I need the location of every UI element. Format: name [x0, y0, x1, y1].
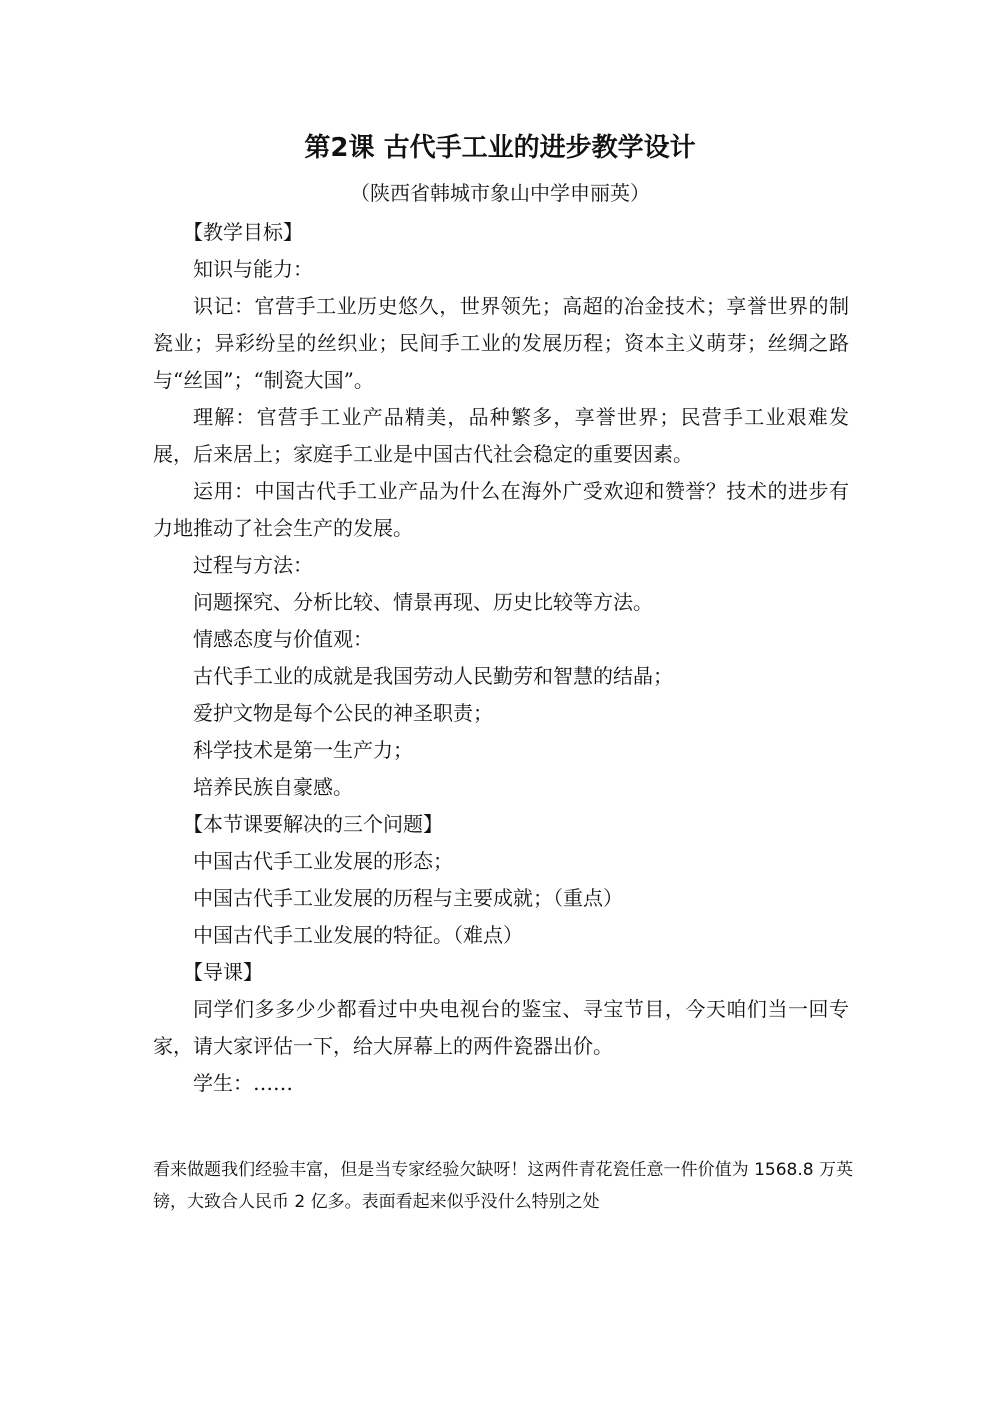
document-title: 第2课 古代手工业的进步教学设计 [304, 133, 696, 163]
subheading-values: 情感态度与价值观： [193, 627, 373, 651]
question-item: 中国古代手工业发展的形态； [193, 849, 453, 873]
value-item: 古代手工业的成就是我国劳动人民勤劳和智慧的结晶； [193, 664, 673, 688]
question-item: 中国古代手工业发展的历程与主要成就；（重点） [193, 886, 623, 910]
subheading-knowledge: 知识与能力： [193, 257, 313, 281]
section-heading-intro: 【导课】 [183, 960, 263, 984]
value-item: 培养民族自豪感。 [193, 775, 353, 799]
paragraph-intro: 同学们多多少少都看过中央电视台的鉴宝、寻宝节目，今天咱们当一回专家，请大家评估一下，给大屏幕上的两件瓷器出价。 [153, 997, 849, 1058]
subheading-process: 过程与方法： [193, 553, 313, 577]
value-item: 爱护文物是每个公民的神圣职责； [193, 701, 493, 725]
question-item: 中国古代手工业发展的特征。（难点） [193, 923, 523, 947]
section-heading-objectives: 【教学目标】 [183, 220, 303, 244]
paragraph-memorize: 识记：官营手工业历史悠久，世界领先；高超的冶金技术；享誉世界的制瓷业；异彩纷呈的丝织业；民间手工业的发展历程；资本主义萌芽；丝绸之路与“丝国”；“制瓷大国”。 [153, 294, 849, 392]
paragraph-apply: 运用：中国古代手工业产品为什么在海外广受欢迎和赞誉？技术的进步有力地推动了社会生产的发展。 [153, 479, 849, 540]
value-item: 科学技术是第一生产力； [193, 738, 413, 762]
paragraph-methods: 问题探究、分析比较、情景再现、历史比较等方法。 [193, 590, 653, 614]
author-line: （陕西省韩城市象山中学申丽英） [350, 181, 650, 205]
paragraph-understand: 理解：官营手工业产品精美，品种繁多，享誉世界；民营手工业艰难发展，后来居上；家庭手工业是中国古代社会稳定的重要因素。 [153, 405, 849, 466]
paragraph-student: 学生：…… [193, 1071, 293, 1095]
paragraph-tail: 看来做题我们经验丰富，但是当专家经验欠缺呀！这两件青花瓷任意一件价值为 1568.8 万英镑，大致合人民币 2 亿多。表面看起来似乎没什么特别之处 [153, 1160, 853, 1212]
section-heading-questions: 【本节课要解决的三个问题】 [183, 812, 443, 836]
document-body [153, 214, 849, 1102]
